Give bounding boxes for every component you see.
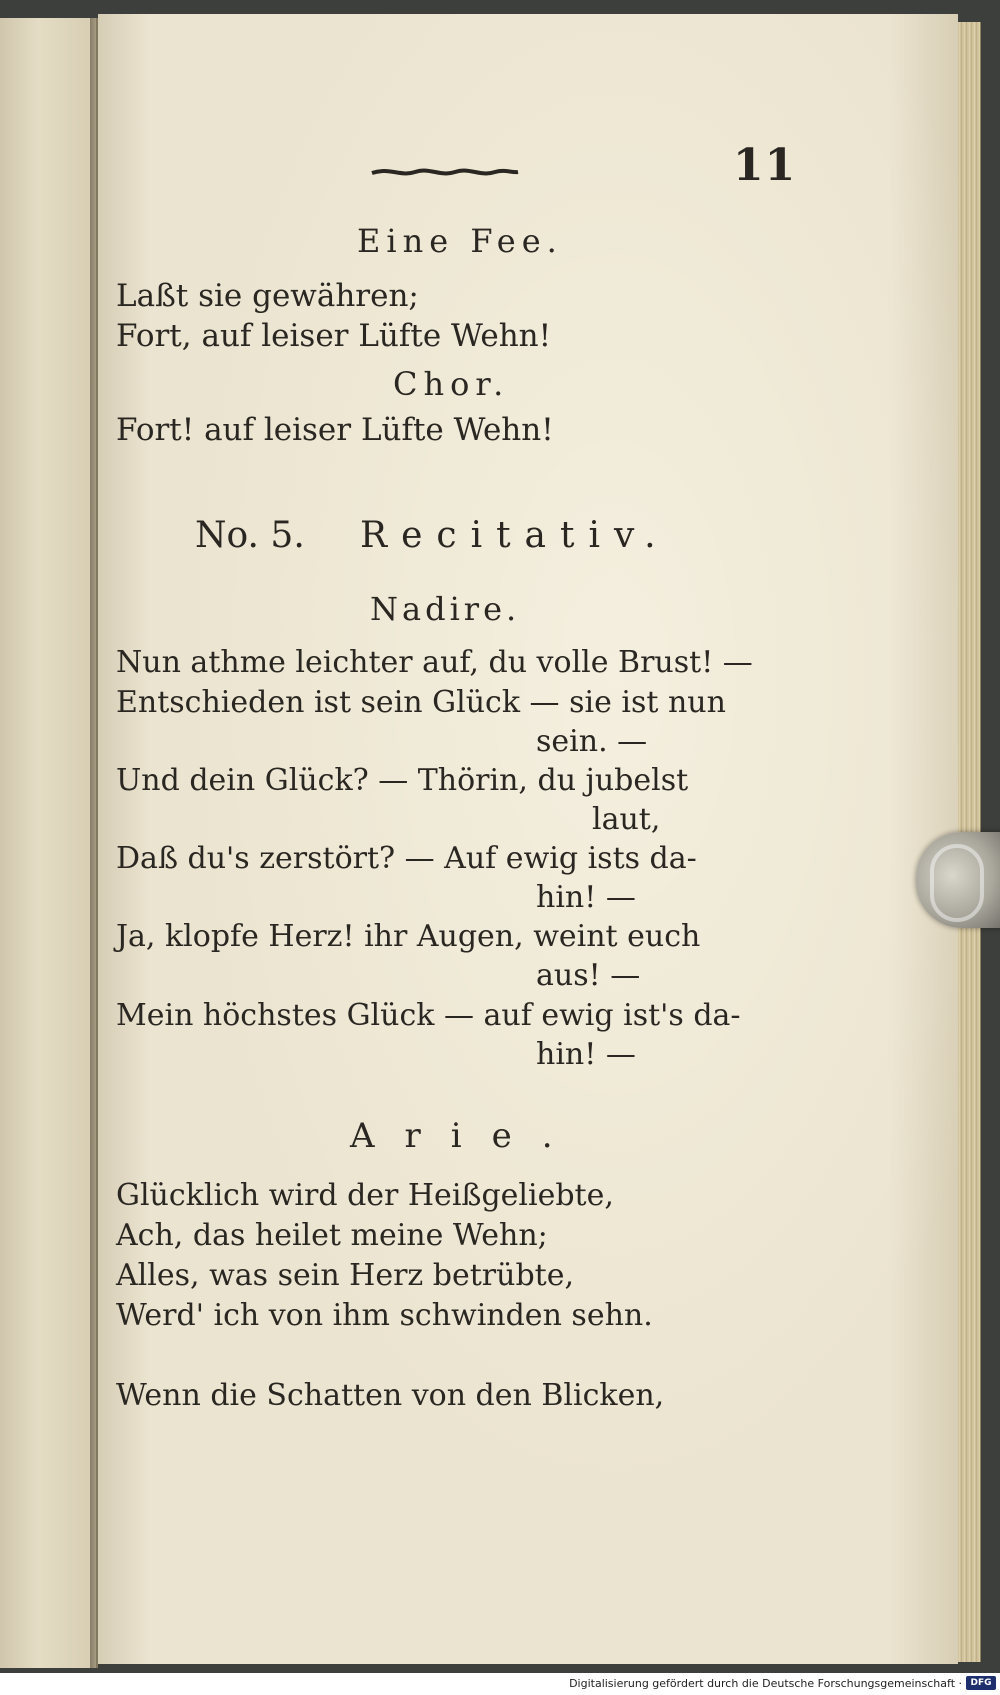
aria-title: Arie.	[350, 1116, 583, 1156]
speaker-chor: Chor.	[393, 365, 510, 403]
book-page	[98, 14, 958, 1664]
verse-line: Und dein Glück? — Thörin, du jubelst	[116, 763, 689, 798]
verse-line: Mein höchstes Glück — auf ewig ist's da-	[116, 998, 741, 1033]
verse-line: Wenn die Schatten von den Blicken,	[116, 1378, 665, 1413]
ornament-rule	[370, 165, 520, 179]
verse-line: Ach, das heilet meine Wehn;	[116, 1218, 548, 1253]
number-label: No. 5.	[195, 515, 305, 556]
verse-line: Alles, was sein Herz betrübte,	[116, 1258, 574, 1293]
verse-line: sein. —	[536, 724, 648, 759]
verse-line: aus! —	[536, 958, 641, 993]
footer-bar	[0, 1673, 1000, 1695]
dfg-logo: DFG	[966, 1676, 996, 1690]
section-title: Recitativ.	[360, 515, 670, 556]
scanner-clip	[916, 832, 1000, 928]
verse-line: Ja, klopfe Herz! ihr Augen, weint euch	[116, 919, 701, 954]
verse-line: Nun athme leichter auf, du volle Brust! —	[116, 645, 753, 680]
verse-line: Glücklich wird der Heißgeliebte,	[116, 1178, 614, 1213]
verse-line: hin! —	[536, 1037, 636, 1072]
page-number: 11	[733, 140, 797, 191]
left-page-edge	[0, 18, 98, 1668]
verse-line: Fort! auf leiser Lüfte Wehn!	[116, 412, 554, 448]
verse-line: hin! —	[536, 880, 636, 915]
speaker-fee: Eine Fee.	[357, 222, 563, 260]
verse-line: laut,	[592, 802, 661, 837]
verse-line: Laßt sie gewähren;	[116, 278, 419, 314]
digitization-credit: Digitalisierung gefördert durch die Deutsche Forschungsgemeinschaft ·	[569, 1677, 962, 1690]
verse-line: Entschieden ist sein Glück — sie ist nun	[116, 685, 726, 720]
verse-line: Werd' ich von ihm schwinden sehn.	[116, 1298, 653, 1333]
verse-line: Daß du's zerstört? — Auf ewig ists da-	[116, 841, 697, 876]
verse-line: Fort, auf leiser Lüfte Wehn!	[116, 318, 552, 354]
speaker-nadire: Nadire.	[370, 590, 521, 628]
